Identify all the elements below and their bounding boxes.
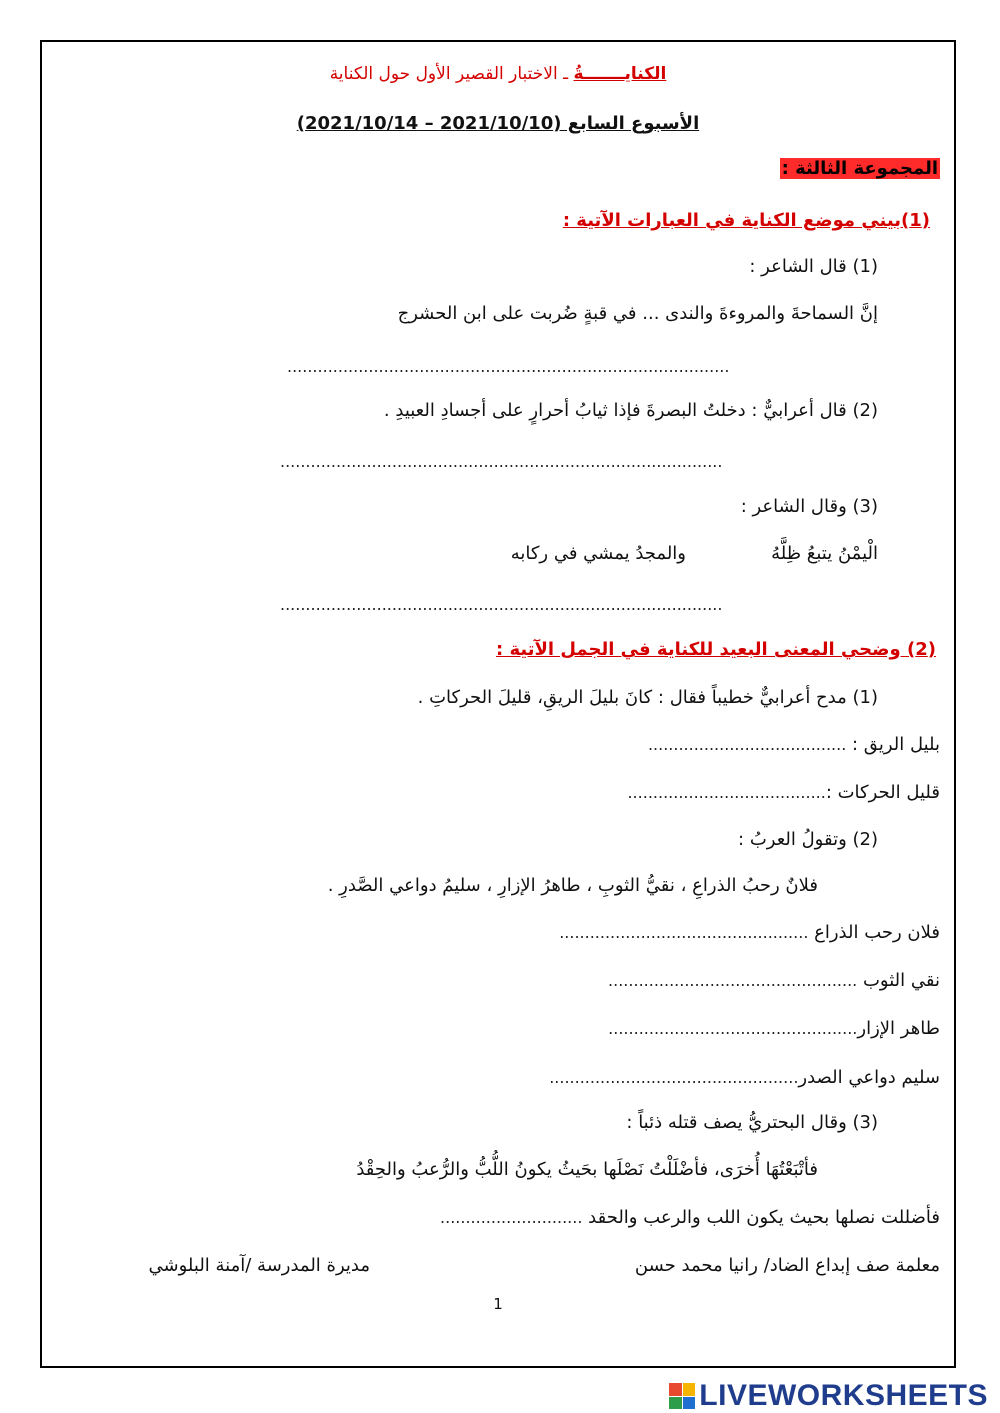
answer-ballil[interactable]: ....................................... bbox=[647, 735, 847, 754]
q2-heading: (2) وضحي المعنى البعيد للكناية في الجمل الآتية : bbox=[496, 639, 936, 660]
q1-item1-verse: إنَّ السماحةَ والمروءةَ والندى ... في قبةٍ ضُربت على ابن الحشرج bbox=[397, 303, 878, 324]
q1-item2: (2) قال أعرابيٌّ : دخلتُ البصرةَ فإذا ثيابُ أحرارٍ على أجسادِ العبيدِ . bbox=[383, 400, 878, 421]
teacher-signature: معلمة صف إبداع الضاد/ رانيا محمد حسن bbox=[634, 1255, 940, 1276]
q2-item3-verse: فأتْبَعْتُهَا أُخرَى، فأضْلَلْتُ نَصْلَها بحَيثُ يكونُ اللُّبُّ والرُّعبُ والحِقْدُ bbox=[356, 1159, 818, 1180]
q1-heading: (1)بيني موضع الكناية في العبارات الآتية : bbox=[562, 210, 930, 231]
title-rest: ـ الاختبار القصير الأول حول الكناية bbox=[329, 64, 574, 84]
answer-rahb[interactable]: ................................................. bbox=[559, 923, 809, 942]
q2-qalil-row bbox=[627, 781, 940, 805]
label-naqi: نقي الثوب bbox=[857, 970, 940, 991]
footer bbox=[0, 1371, 1000, 1413]
principal-signature: مديرة المدرسة /آمنة البلوشي bbox=[148, 1255, 370, 1276]
answer-item3[interactable]: ............................ bbox=[440, 1208, 583, 1227]
q2-naqi-row bbox=[608, 969, 940, 993]
liveworksheets-logo[interactable] bbox=[669, 1381, 988, 1411]
group-label bbox=[780, 157, 940, 181]
answer-taher[interactable]: ................................................. bbox=[608, 1019, 858, 1038]
label-qalil: قليل الحركات : bbox=[825, 782, 940, 803]
week-label: الأسبوع السابع (2021/10/10 – 2021/10/14) bbox=[296, 113, 700, 134]
q2-item2-text: فلانٌ رحبُ الذراعِ ، نقيُّ الثوبِ ، طاهرُ الإزارِ ، سليمُ دواعي الصَّدرِ . bbox=[327, 875, 818, 896]
q2-rahb-row bbox=[559, 921, 940, 945]
answer-line-3[interactable]: ....................................................................................... bbox=[280, 595, 723, 614]
label-rahb: فلان رحب الذراع bbox=[808, 922, 940, 943]
answer-qalil[interactable]: ....................................... bbox=[627, 783, 826, 802]
label-salim: سليم دواعي الصدر bbox=[798, 1067, 940, 1088]
worksheet-page bbox=[40, 40, 956, 1368]
q2-item3-answer-row bbox=[440, 1206, 940, 1230]
q2-salim-row bbox=[549, 1066, 940, 1090]
brand-name: LIVEWORKSHEETS bbox=[699, 1379, 988, 1412]
q2-item1: (1) مدح أعرابيٌّ خطيباً فقال : كانَ بليلَ الريقِ، قليلَ الحركاتِ . bbox=[417, 687, 878, 708]
q2-item2-intro: (2) وتقولُ العربُ : bbox=[738, 829, 878, 850]
label-item3-answer: فأضللت نصلها بحيث يكون اللب والرعب والحقد bbox=[582, 1207, 940, 1228]
liveworksheets-logo-icon bbox=[669, 1383, 695, 1409]
answer-salim[interactable]: ................................................. bbox=[549, 1068, 799, 1087]
worksheet-title bbox=[42, 62, 954, 86]
label-taher: طاهر الإزار bbox=[857, 1018, 940, 1039]
q2-ballil-row bbox=[648, 733, 940, 757]
title-keyword: الكنايـــــــةُ bbox=[573, 64, 667, 84]
answer-line-1[interactable]: ....................................................................................... bbox=[287, 357, 730, 376]
answer-line-2[interactable]: ....................................................................................... bbox=[280, 452, 723, 471]
q2-taher-row bbox=[608, 1017, 940, 1041]
group-highlight: المجموعة الثالثة : bbox=[781, 158, 938, 179]
q1-item1-intro: (1) قال الشاعر : bbox=[749, 256, 878, 277]
label-ballil: بليل الريق : bbox=[846, 734, 940, 755]
q2-item3-intro: (3) وقال البحتريُّ يصف قتله ذئباً : bbox=[626, 1112, 878, 1133]
q1-item3-verse-b: والمجدُ يمشي في ركابه bbox=[510, 543, 686, 564]
q1-item3-intro: (3) وقال الشاعر : bbox=[740, 496, 878, 517]
q1-item3-verse-a: الْيمْنُ يتبعُ ظِلَّهُ bbox=[771, 543, 878, 564]
page-number: 1 bbox=[493, 1295, 503, 1313]
answer-naqi[interactable]: ................................................. bbox=[608, 971, 858, 990]
